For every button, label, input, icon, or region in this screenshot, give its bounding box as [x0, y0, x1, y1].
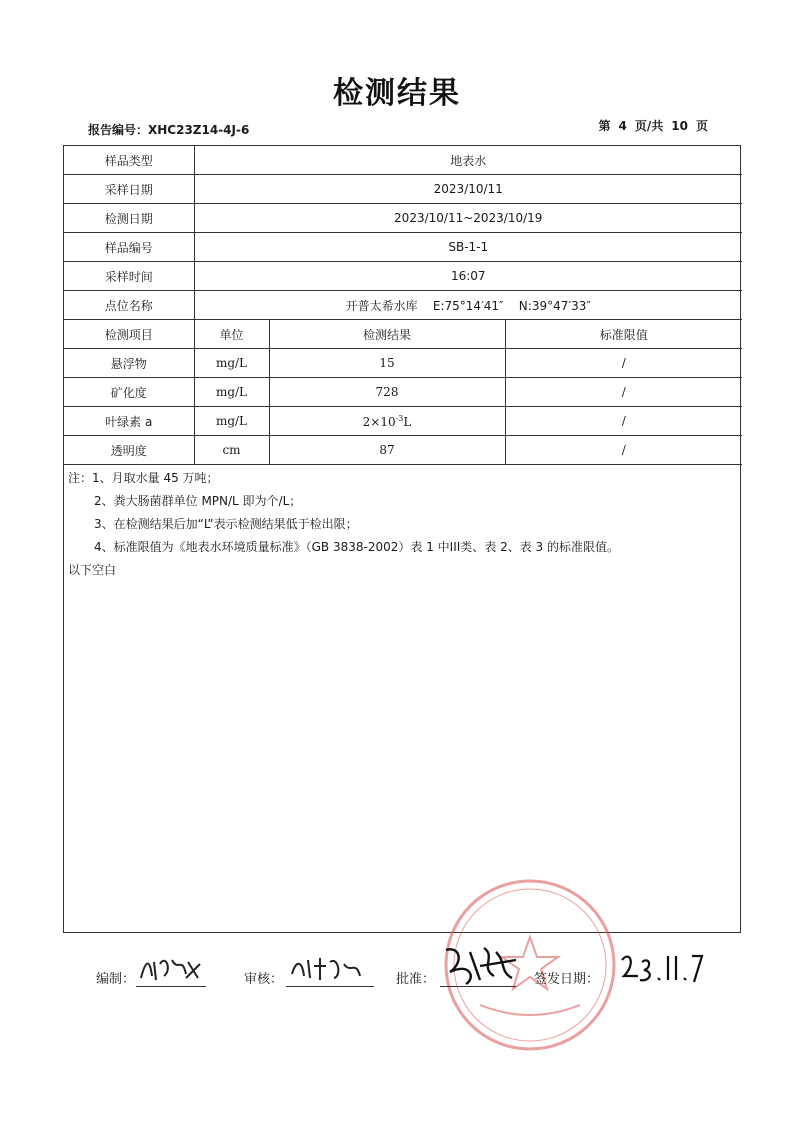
info-row: [64, 262, 742, 291]
reviewed-label: 审核：: [244, 972, 284, 987]
info-row: [64, 146, 742, 175]
blank-marker: 以下空白: [68, 563, 117, 577]
result-unit: mg/L: [194, 349, 269, 378]
page-mid: 页/共: [634, 119, 664, 133]
info-value: SB-1-1: [194, 233, 742, 262]
issue-date-label: 签发日期：: [534, 972, 600, 987]
signature-row: [96, 962, 716, 992]
report-number: 报告编号：XHC23Z14-4J-6: [88, 123, 250, 137]
result-item: 矿化度: [64, 378, 194, 407]
result-unit: cm: [194, 436, 269, 465]
note-item: 4、标准限值为《地表水环境质量标准》（GB 3838-2002）表 1 中III类、表 2、表 3 的标准限值。: [94, 540, 619, 554]
results-header-row: [64, 320, 742, 349]
page-suffix: 页: [695, 119, 708, 133]
compiled-signature-icon: [136, 950, 204, 986]
results-table: [64, 146, 742, 465]
header-limit: 标准限值: [505, 320, 742, 349]
info-label: 采样日期: [64, 175, 194, 204]
table-row: [64, 349, 742, 378]
info-row: [64, 233, 742, 262]
result-item: 叶绿素 a: [64, 407, 194, 436]
table-row: [64, 436, 742, 465]
result-value-base: 2×10: [362, 414, 396, 429]
reviewed-signature-line: [286, 986, 374, 987]
approved-signature-line: [440, 986, 516, 987]
info-row: [64, 175, 742, 204]
info-label: 点位名称: [64, 291, 194, 320]
page-current: 4: [618, 119, 627, 133]
page-total: 10: [671, 119, 688, 133]
note-lead: 注：1、月取水量 45 万吨；: [68, 471, 219, 485]
info-label: 样品类型: [64, 146, 194, 175]
page-indicator: [595, 117, 712, 134]
results-frame: [63, 145, 741, 933]
approved-label: 批准：: [396, 972, 436, 987]
result-limit: /: [505, 349, 742, 378]
header-result: 检测结果: [269, 320, 505, 349]
table-row: [64, 407, 742, 436]
result-limit: /: [505, 436, 742, 465]
page-title: 检测结果: [333, 76, 461, 111]
info-value: 2023/10/11~2023/10/19: [194, 204, 742, 233]
note-item: 3、在检测结果后加“L”表示检测结果低于检出限；: [94, 517, 358, 531]
result-limit: /: [505, 407, 742, 436]
result-value: [269, 407, 505, 436]
issue-date-handwritten-icon: [616, 946, 706, 988]
page-prefix: 第: [598, 119, 611, 133]
header-unit: 单位: [194, 320, 269, 349]
compiled-label: 编制：: [96, 972, 136, 987]
header-item: 检测项目: [64, 320, 194, 349]
result-value: 728: [269, 378, 505, 407]
info-value: 地表水: [194, 146, 742, 175]
result-unit: mg/L: [194, 378, 269, 407]
reviewed-signature-icon: [286, 950, 366, 986]
info-value: 开普太希水库 E:75°14′41″ N:39°47′33″: [194, 291, 742, 320]
result-unit: mg/L: [194, 407, 269, 436]
info-label: 检测日期: [64, 204, 194, 233]
result-value: 87: [269, 436, 505, 465]
info-row: [64, 291, 742, 320]
table-row: [64, 378, 742, 407]
info-label: 采样时间: [64, 262, 194, 291]
note-item: 2、粪大肠菌群单位 MPN/L 即为个/L；: [94, 494, 302, 508]
info-value: 2023/10/11: [194, 175, 742, 204]
result-value-exponent: -3: [395, 413, 404, 423]
result-limit: /: [505, 378, 742, 407]
result-item: 悬浮物: [64, 349, 194, 378]
compiled-signature-line: [136, 986, 206, 987]
notes-section: [64, 465, 740, 582]
info-label: 样品编号: [64, 233, 194, 262]
result-value-suffix: L: [403, 414, 412, 429]
result-value: 15: [269, 349, 505, 378]
approved-signature-icon: [440, 942, 520, 988]
result-item: 透明度: [64, 436, 194, 465]
info-value: 16:07: [194, 262, 742, 291]
info-row: [64, 204, 742, 233]
